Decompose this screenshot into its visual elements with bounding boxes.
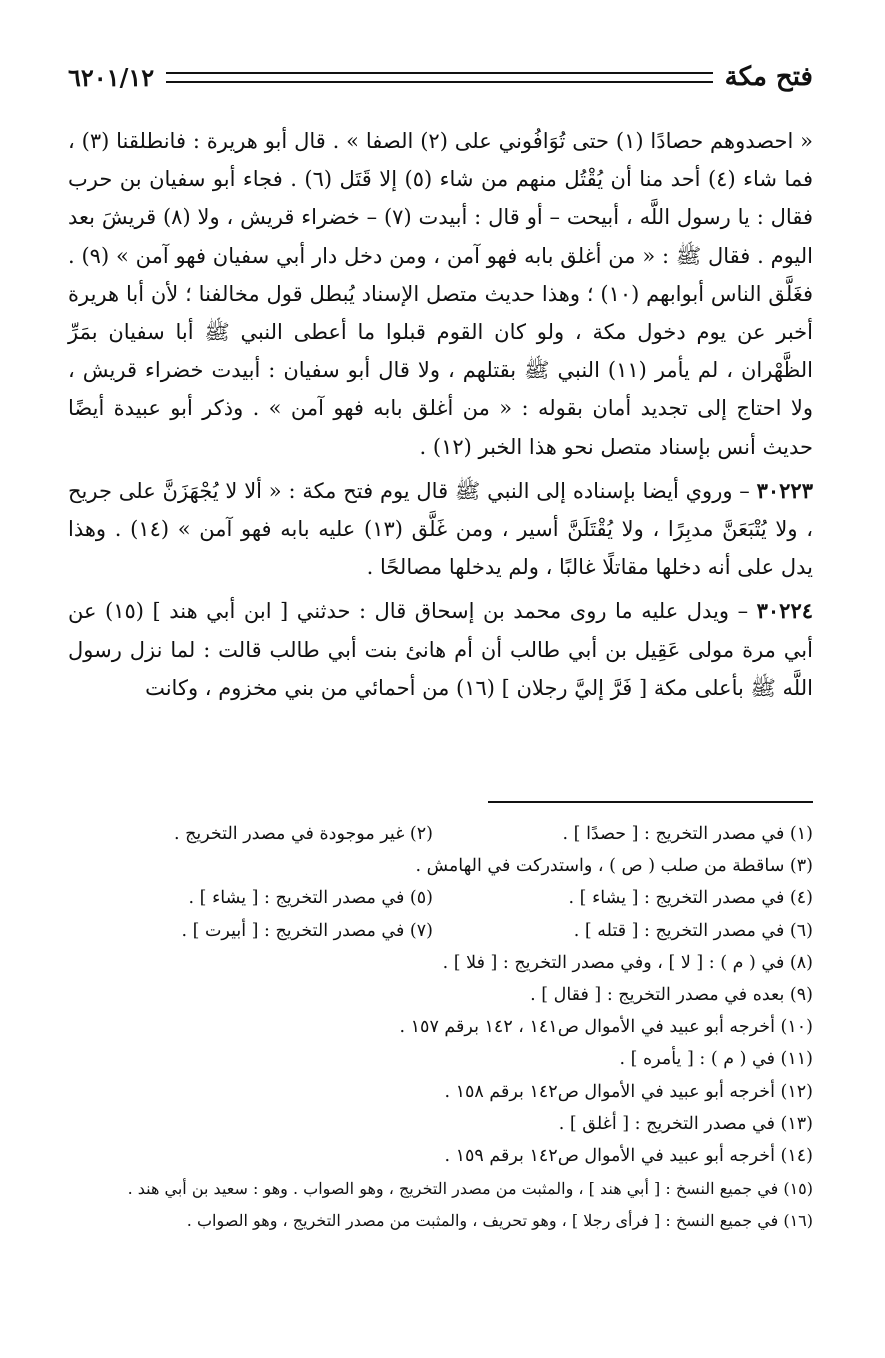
- footnote: (١٥) في جميع النسخ : [ أبي هند ] ، والمثبت من مصدر التخريج ، وهو الصواب . وهو : سعيد بن أبي هند .: [127, 1178, 813, 1198]
- footnote-row: [60, 915, 813, 947]
- paragraph-text: – ويدل عليه ما روى محمد بن إسحاق قال : حدثني [ ابن أبي هند ] (١٥) عن أبي مرة مولى عَقِيل بن أبي طالب أن أم هانئ بنت أبي طالب قالت : لما نزل رسول اللَّه ﷺ بأعلى مكة [ فَرَّ إليَّ رجلان ] (١٦) من أحمائي من بني مخزوم ، وكانت: [68, 599, 813, 700]
- footnote-row: [60, 1108, 813, 1140]
- footnote: (١٢) أخرجه أبو عبيد في الأموال ص١٤٢ برقم ١٥٨ .: [444, 1081, 813, 1102]
- footnote: (٨) في ( م ) : [ لا ] ، وفي مصدر التخريج : [ فلا ] .: [442, 952, 813, 973]
- footnote-row: [60, 1204, 813, 1236]
- footnote: (١٤) أخرجه أبو عبيد في الأموال ص١٤٢ برقم ١٥٩ .: [444, 1145, 813, 1166]
- footnote: (١٠) أخرجه أبو عبيد في الأموال ص١٤١ ، ١٤٢ برقم ١٥٧ .: [399, 1017, 813, 1038]
- footnote: (٩) بعده في مصدر التخريج : [ فقال ] .: [530, 985, 813, 1006]
- footnote: (٧) في مصدر التخريج : [ أبيرت ] .: [181, 920, 433, 941]
- main-text: [68, 122, 813, 707]
- footnote-row: [60, 1140, 813, 1172]
- footnote: (٦) في مصدر التخريج : [ قتله ] .: [573, 920, 813, 941]
- footnote: (٤) في مصدر التخريج : [ يشاء ] .: [568, 888, 813, 909]
- paragraph-number: ٣٠٢٢٣: [756, 477, 813, 503]
- footnote-row: [60, 947, 813, 979]
- paragraph-number: ٣٠٢٢٤: [756, 598, 814, 624]
- paragraph: [68, 592, 813, 707]
- paragraph: [68, 472, 813, 587]
- paragraph-text: « احصدوهم حصادًا (١) حتى تُوَافُوني على (٢) الصفا » . قال أبو هريرة : فانطلقنا (٣) ، فما شاء (٤) أحد منا أن يُقْتُل منهم من شاء (٥) إلا قَتَل (٦) . فجاء أبو سفيان بن حرب فقال : يا رسول اللَّه ، أبيحت – أو قال : أبيدت (٧) – خضراء قريش ، ولا (٨) قريشَ بعد اليوم . فقال ﷺ : « من أغلق بابه فهو آمن ، ومن دخل دار أبي سفيان فهو آمن » (٩) . فغَلَّق الناس أبوابهم (١٠) ؛ وهذا حديث متصل الإسناد يُبطل قول مخالفنا ؛ لأن أبا هريرة أخبر عن يوم دخول مكة ، ولو كان القوم قبلوا ما أعطى النبي ﷺ أبا سفيان بمَرِّ الظَّهْران ، لم يأمر (١١) النبي ﷺ بقتلهم ، ولا قال أبو سفيان : أبيدت خضراء قريش ، ولا احتاج إلى تجديد أمان بقوله : « من أغلق بابه فهو آمن » . وذكر أبو عبيدة أيضًا حديث أنس بإسناد متصل نحو هذا الخبر (١٢) .: [68, 129, 814, 459]
- footnote-row: [60, 850, 813, 882]
- footnote-row: [60, 818, 813, 850]
- footnote-row: [60, 1043, 813, 1075]
- footnote-row: [60, 1172, 813, 1204]
- footnote: (١٣) في مصدر التخريج : [ أغلق ] .: [558, 1113, 813, 1134]
- footnotes: [60, 818, 813, 1236]
- paragraph-text: – وروي أيضا بإسناده إلى النبي ﷺ قال يوم فتح مكة : « ألا لا يُجْهَزَنَّ على جريح ، ولا يُتْبَعَنَّ مدبِرًا ، ولا يُقْتَلَنَّ أسير ، ومن غَلَّق (١٣) عليه بابه فهو آمن » (١٤) . وهذا يدل على أنه دخلها مقاتلًا غالبًا ، ولم يدخلها مصالحًا .: [68, 478, 813, 580]
- footnote-separator: [488, 801, 813, 803]
- chapter-title: فتح مكة: [724, 62, 813, 92]
- running-header: [68, 60, 813, 94]
- footnote: (١١) في ( م ) : [ يأمره ] .: [619, 1049, 813, 1070]
- footnote-row: [60, 1011, 813, 1043]
- footnote: (١٦) في جميع النسخ : [ فرأى رجلا ] ، وهو تحريف ، والمثبت من مصدر التخريج ، وهو الصواب .: [186, 1210, 813, 1230]
- footnote: (١) في مصدر التخريج : [ حصدًا ] .: [562, 824, 813, 845]
- header-rule: [166, 72, 713, 83]
- footnote: (٢) غير موجودة في مصدر التخريج .: [173, 824, 433, 845]
- footnote-row: [60, 882, 813, 914]
- footnote: (٥) في مصدر التخريج : [ يشاء ] .: [188, 888, 433, 909]
- footnote-row: [60, 1076, 813, 1108]
- paragraph: [68, 122, 813, 466]
- footnote: (٣) ساقطة من صلب ( ص ) ، واستدركت في الهامش .: [415, 856, 813, 877]
- footnote-row: [60, 979, 813, 1011]
- page-number: ٦٢٠١/١٢: [68, 62, 155, 92]
